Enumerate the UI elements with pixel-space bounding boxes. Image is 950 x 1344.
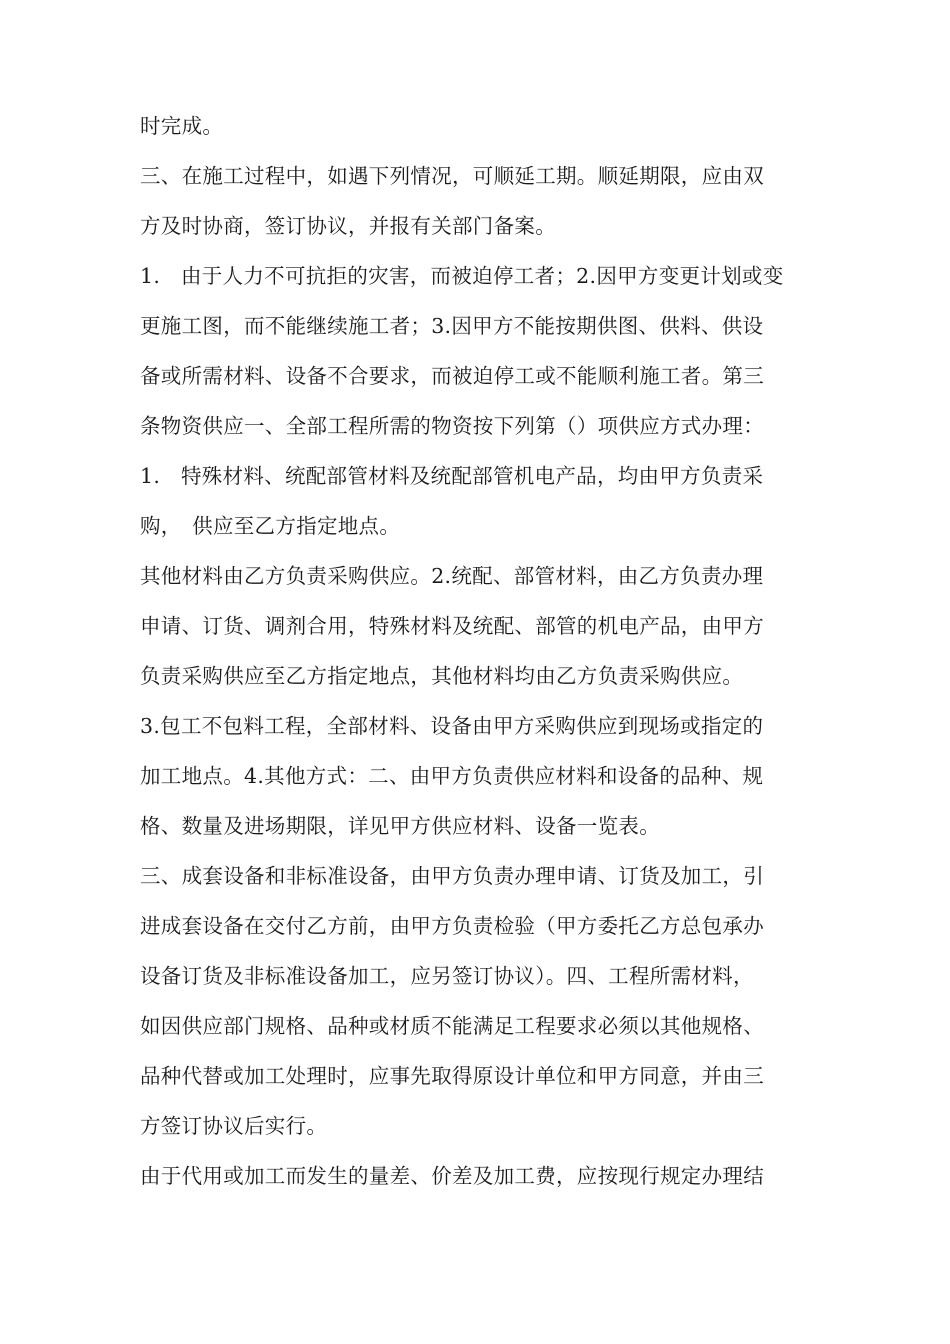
text-line: 1. 特殊材料、统配部管材料及统配部管机电产品，均由甲方负责采: [140, 464, 764, 488]
text-line: 条物资供应一、全部工程所需的物资按下列第（）项供应方式办理：: [140, 414, 764, 438]
text-line: 申请、订货、调剂合用，特殊材料及统配、部管的机电产品，由甲方: [140, 614, 764, 638]
text-line: 方签订协议后实行。: [140, 1114, 328, 1138]
text-line: 购， 供应至乙方指定地点。: [140, 514, 401, 538]
text-line: 由于代用或加工而发生的量差、价差及加工费，应按现行规定办理结: [140, 1164, 764, 1188]
text-line: 如因供应部门规格、品种或材质不能满足工程要求必须以其他规格、: [140, 1014, 764, 1038]
text-line: 负责采购供应至乙方指定地点，其他材料均由乙方负责采购供应。: [140, 664, 744, 688]
text-line: 进成套设备在交付乙方前，由甲方负责检验（甲方委托乙方总包承办: [140, 914, 764, 938]
text-line: 方及时协商，签订协议，并报有关部门备案。: [140, 214, 556, 238]
text-line: 1. 由于人力不可抗拒的灾害，而被迫停工者；2.因甲方变更计划或变: [140, 264, 784, 288]
text-line: 格、数量及进场期限，详见甲方供应材料、设备一览表。: [140, 814, 660, 838]
text-line: 设备订货及非标准设备加工，应另签订协议）。四、工程所需材料，: [140, 964, 754, 988]
text-line: 品种代替或加工处理时，应事先取得原设计单位和甲方同意，并由三: [140, 1064, 764, 1088]
text-line: 加工地点。4.其他方式：二、由甲方负责供应材料和设备的品种、规: [140, 764, 764, 788]
text-line: 时完成。: [140, 114, 224, 138]
text-line: 3.包工不包料工程，全部材料、设备由甲方采购供应到现场或指定的: [140, 714, 764, 738]
text-line: 三、成套设备和非标准设备，由甲方负责办理申请、订货及加工，引: [140, 864, 764, 888]
text-line: 备或所需材料、设备不合要求，而被迫停工或不能顺利施工者。第三: [140, 364, 764, 388]
text-line: 更施工图，而不能继续施工者；3.因甲方不能按期供图、供料、供设: [140, 314, 764, 338]
text-line: 其他材料由乙方负责采购供应。2.统配、部管材料，由乙方负责办理: [140, 564, 764, 588]
text-line: 三、在施工过程中，如遇下列情况，可顺延工期。顺延期限，应由双: [140, 164, 764, 188]
